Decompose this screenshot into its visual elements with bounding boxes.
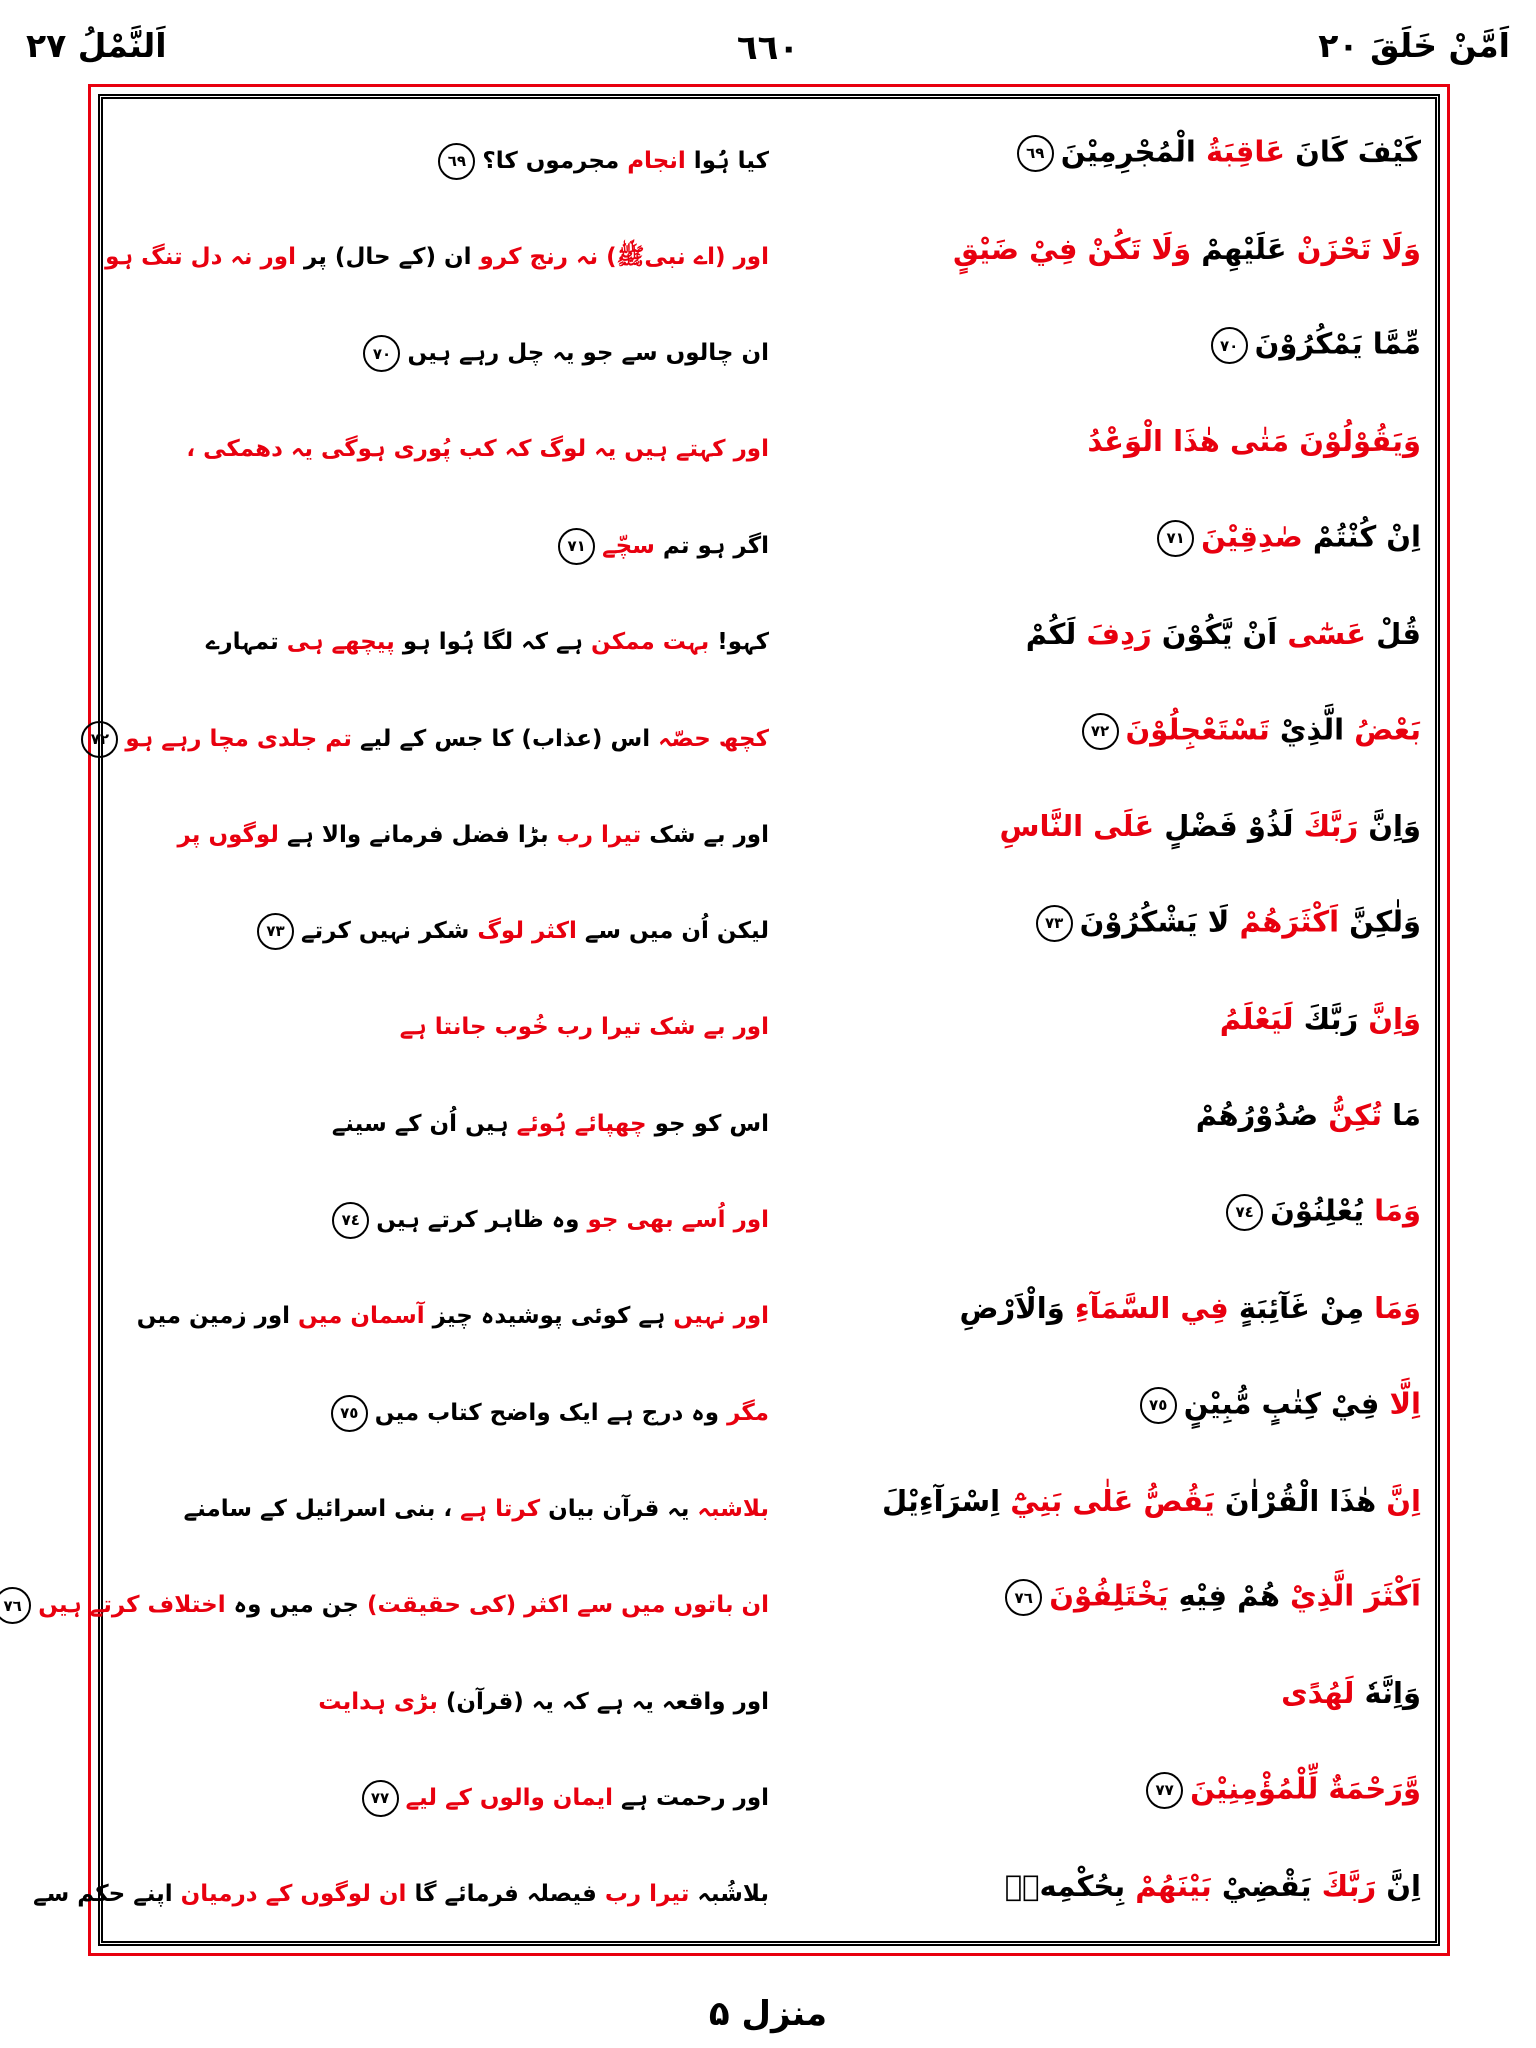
verse-row [117, 972, 1421, 1068]
ayah-number-marker: ٧٧ [1146, 1772, 1183, 1809]
arabic-segment: صُدُوْرُهُمْ [1195, 1098, 1319, 1133]
urdu-translation [33, 1866, 769, 1908]
arabic-segment: لَا يَشْكُرُوْنَ [1079, 904, 1230, 939]
verse-row [117, 1453, 1421, 1549]
urdu-translation [117, 1096, 769, 1137]
arabic-verse [769, 713, 1421, 750]
arabic-segment: قُلْ [1366, 616, 1421, 651]
urdu-translation [117, 1764, 769, 1817]
urdu-segment: مگر [719, 1399, 769, 1426]
ayah-number-marker: ٧٥ [1140, 1387, 1177, 1424]
arabic-segment: اِنَّ [1376, 1483, 1421, 1518]
juz-name: اَمَّنْ خَلَقَ ۲۰ [1318, 26, 1510, 65]
urdu-segment: ہے کوئی پوشیدہ چیز [424, 1303, 666, 1330]
arabic-segment: وَلَا تَحْزَنْ [1286, 231, 1421, 266]
arabic-segment: صٰدِقِيْنَ [1201, 519, 1303, 554]
urdu-translation [117, 614, 769, 655]
arabic-segment: الَّذِيْ [1269, 712, 1345, 747]
surah-name: اَلنَّمْلُ ۲۷ [26, 26, 167, 65]
urdu-segment: اور اُسے بھی جو [579, 1207, 769, 1234]
urdu-segment: بہت ممکن [583, 629, 710, 656]
arabic-segment: فِيْ كِتٰبٍ مُّبِيْنٍ [1183, 1386, 1380, 1421]
arabic-segment: مِنْ غَآئِبَةٍ [1228, 1290, 1365, 1325]
arabic-verse [769, 520, 1421, 557]
arabic-segment: رَبَّكَ [1293, 809, 1359, 844]
arabic-verse [769, 1868, 1421, 1903]
urdu-segment: ہیں اُن کے سینے [331, 1110, 509, 1137]
urdu-translation [90, 705, 769, 758]
arabic-segment: وَلَا تَكُنْ فِيْ ضَيْقٍ [953, 231, 1192, 266]
arabic-segment: وَاِنَّ [1358, 809, 1421, 844]
ayah-number-marker: ٧٥ [331, 1395, 368, 1432]
urdu-segment: فیصلہ فرمائے گا [406, 1881, 597, 1908]
verse-row [117, 1357, 1421, 1453]
urdu-segment: بڑی ہدایت [318, 1688, 438, 1715]
arabic-segment: تُكِنُّ [1318, 1098, 1383, 1133]
page-border-black [3, 94, 1440, 1946]
ayah-number-marker: ٦٩ [1017, 135, 1054, 172]
urdu-segment: اختلاف کرتے ہیں [38, 1592, 226, 1619]
arabic-segment: يُعْلِنُوْنَ [1270, 1193, 1365, 1228]
urdu-segment: لیکن اُن میں سے [576, 918, 769, 945]
arabic-verse [769, 231, 1421, 266]
ayah-number-marker: ٦٩ [438, 143, 475, 180]
urdu-segment: کہو! [709, 629, 769, 656]
arabic-segment: عَسٰٓى [1277, 616, 1367, 651]
arabic-segment: يَخْتَلِفُوْنَ [1049, 1578, 1169, 1613]
urdu-segment: بلاشبہ [689, 1495, 769, 1522]
arabic-segment: يَقُصُّ عَلٰى بَنِيْٓ [1000, 1483, 1215, 1518]
arabic-verse [769, 1290, 1421, 1325]
arabic-segment: وَاِنَّ [1358, 1002, 1421, 1037]
arabic-segment: وَيَقُوْلُوْنَ مَتٰى هٰذَا الْوَعْدُ [1087, 424, 1421, 459]
urdu-segment: تیرا رب [548, 821, 642, 848]
arabic-segment: عَلَى النَّاسِ [999, 809, 1155, 844]
verse-row [117, 298, 1421, 394]
urdu-segment: اور زمین میں [136, 1303, 291, 1330]
urdu-segment: پیچھے ہی [278, 629, 395, 656]
verse-row [33, 1839, 1421, 1935]
ayah-number-marker: ٧٤ [1226, 1194, 1263, 1231]
urdu-segment: اور کہتے ہیں یہ لوگ کہ کب پُوری ہوگی یہ دھمکی ، [186, 436, 769, 463]
arabic-segment: تَسْتَعْجِلُوْنَ [1125, 712, 1270, 747]
arabic-verse [769, 1100, 1421, 1132]
arabic-verse [769, 1772, 1421, 1809]
arabic-segment: عَاقِبَةُ [1195, 134, 1286, 169]
arabic-segment: الْمُجْرِمِيْنَ [1060, 134, 1196, 169]
urdu-segment: اور واقعہ یہ ہے کہ یہ (قرآن) [437, 1688, 769, 1715]
verse-row [117, 587, 1421, 683]
verse-row [117, 394, 1421, 490]
page-number: ٦٦٠ [736, 28, 800, 68]
ayah-number-marker: ٧٣ [257, 913, 294, 950]
arabic-segment: هُمْ فِيْهِ [1168, 1578, 1280, 1613]
arabic-segment: كَيْفَ كَانَ [1285, 134, 1421, 169]
urdu-segment: آسمان میں [290, 1303, 425, 1330]
urdu-segment: اور بے شک [641, 821, 769, 848]
urdu-segment: چھپائے ہُوئے [508, 1110, 647, 1137]
arabic-segment: اَكْثَرَهُمْ [1229, 904, 1340, 939]
arabic-segment: اِسْرَآءِيْلَ [882, 1483, 1001, 1518]
urdu-segment: کیا ہُوا [685, 147, 769, 174]
page-header [26, 8, 1510, 80]
urdu-segment: اور نہ دل تنگ ہو [105, 243, 296, 270]
urdu-segment: انجام [627, 147, 686, 174]
urdu-segment: یہ قرآن بیان [540, 1495, 690, 1522]
urdu-translation [105, 229, 769, 270]
arabic-verse [769, 1579, 1421, 1616]
urdu-segment: وہ درج ہے ایک واضح کتاب میں [374, 1399, 720, 1426]
verse-row [117, 1261, 1421, 1357]
verse-row [105, 201, 1421, 297]
urdu-segment: ان باتوں میں سے اکثر (کی حقیقت) [359, 1592, 769, 1619]
arabic-verse [769, 1387, 1421, 1424]
arabic-segment: لَكُمْ [1025, 616, 1077, 651]
urdu-segment: تیرا رب [596, 1881, 690, 1908]
arabic-segment: لَيَعْلَمُ [1219, 1002, 1294, 1037]
verse-row [90, 683, 1421, 779]
urdu-translation [117, 512, 769, 565]
urdu-segment: ایمان والوں کے لیے [405, 1784, 614, 1811]
arabic-segment: فِي السَّمَآءِ [1064, 1290, 1229, 1325]
urdu-segment: ، بنی اسرائیل کے سامنے [183, 1495, 453, 1522]
urdu-segment: ان (کے حال) پر [295, 243, 472, 270]
arabic-segment: وَاِنَّهٗ [1354, 1676, 1421, 1711]
urdu-segment: ان چالوں سے جو یہ چل رہے ہیں [407, 340, 769, 367]
ayah-number-marker: ٧٢ [1082, 713, 1119, 750]
verse-row [117, 105, 1421, 201]
urdu-translation [117, 807, 769, 848]
urdu-segment: بڑا فضل فرمانے والا ہے [278, 821, 549, 848]
arabic-segment: وَمَا [1364, 1193, 1421, 1228]
urdu-segment: جن میں وہ [225, 1592, 359, 1619]
arabic-verse [769, 905, 1421, 942]
arabic-segment: وَمَا [1364, 1290, 1421, 1325]
arabic-segment: وَّرَحْمَةٌ لِّلْمُؤْمِنِيْنَ [1190, 1771, 1421, 1806]
ayah-number-marker: ٧٦ [1005, 1579, 1042, 1616]
arabic-segment: لَذُوْ فَضْلٍ [1154, 809, 1294, 844]
urdu-segment: تم جلدی مچا رہے ہو [125, 725, 352, 752]
arabic-segment: بَيْنَهُمْ [1125, 1868, 1212, 1903]
verse-row [117, 1164, 1421, 1260]
ayah-number-marker: ٧٧ [362, 1780, 399, 1817]
arabic-segment: مِّمَّا يَمْكُرُوْنَ [1254, 326, 1421, 361]
urdu-translation [3, 1571, 769, 1624]
urdu-segment: لوگوں پر [177, 821, 279, 848]
verses-container [3, 105, 1421, 1935]
arabic-verse [769, 1483, 1421, 1518]
arabic-verse [769, 426, 1421, 458]
arabic-segment: اَنْ يَّكُوْنَ [1151, 616, 1278, 651]
arabic-verse [769, 327, 1421, 364]
arabic-verse [769, 811, 1421, 843]
verse-row [117, 779, 1421, 875]
urdu-translation [117, 1481, 769, 1522]
urdu-translation [117, 897, 769, 950]
urdu-segment: اور بے شک تیرا رب خُوب جانتا ہے [399, 1014, 769, 1041]
verse-row [3, 1550, 1421, 1646]
verse-row [117, 876, 1421, 972]
arabic-segment: لَهُدًى [1281, 1676, 1355, 1711]
arabic-verse [769, 135, 1421, 172]
arabic-segment: بَعْضُ [1344, 712, 1421, 747]
verse-row [117, 1646, 1421, 1742]
urdu-translation [117, 1379, 769, 1432]
urdu-segment: شکر نہیں کرتے [301, 918, 470, 945]
verse-row [117, 1742, 1421, 1838]
urdu-segment: کچھ حصّہ [650, 725, 769, 752]
urdu-segment: اور نہیں [665, 1303, 769, 1330]
arabic-segment: اِنَّ [1376, 1868, 1421, 1903]
urdu-segment: مجرموں کا؟ [482, 147, 628, 174]
verse-row [117, 1068, 1421, 1164]
urdu-translation [117, 999, 769, 1040]
ayah-number-marker: ٧٢ [81, 721, 118, 758]
arabic-segment: وَلٰكِنَّ [1339, 904, 1421, 939]
urdu-translation [117, 127, 769, 180]
urdu-segment: ہے کہ لگا ہُوا ہو [394, 629, 583, 656]
arabic-segment: رَبَّكَ [1311, 1868, 1377, 1903]
arabic-verse [769, 1678, 1421, 1710]
ayah-number-marker: ٧٠ [1211, 327, 1248, 364]
urdu-segment: تمہارے [205, 629, 279, 656]
urdu-segment: سچّے [602, 532, 655, 559]
urdu-segment: بلاشُبہ [689, 1881, 769, 1908]
urdu-segment: اپنے حکم سے [33, 1881, 173, 1908]
urdu-translation [117, 1186, 769, 1239]
arabic-segment: اَكْثَرَ الَّذِيْ [1279, 1578, 1421, 1613]
arabic-segment: بِحُكْمِهٖۚ [1004, 1868, 1126, 1903]
arabic-segment: رَدِفَ [1076, 616, 1152, 651]
ayah-number-marker: ٧١ [558, 528, 595, 565]
ayah-number-marker: ٧١ [1157, 520, 1194, 557]
ayah-number-marker: ٧٠ [363, 335, 400, 372]
ayah-number-marker: ٧٦ [0, 1587, 31, 1624]
urdu-segment: اس کو جو [646, 1110, 769, 1137]
arabic-verse [769, 1194, 1421, 1231]
urdu-segment: اکثر لوگ [469, 918, 577, 945]
urdu-segment: وہ ظاہر کرتے ہیں [376, 1207, 580, 1234]
arabic-segment: يَقْضِيْ [1211, 1868, 1312, 1903]
ayah-number-marker: ٧٤ [332, 1202, 369, 1239]
urdu-segment: ان لوگوں کے درمیان [172, 1881, 407, 1908]
arabic-segment: وَالْاَرْضِ [959, 1290, 1065, 1325]
urdu-segment: اور (اے نبیﷺ) نہ رنج کرو [471, 243, 769, 270]
urdu-segment: اگر ہو تم [654, 532, 769, 559]
urdu-translation [117, 1674, 769, 1715]
ayah-number-marker: ٧٣ [1036, 905, 1073, 942]
urdu-translation [117, 1288, 769, 1329]
arabic-segment: اِلَّا [1379, 1386, 1421, 1421]
urdu-translation [117, 319, 769, 372]
arabic-verse [769, 1004, 1421, 1036]
manzil-label: منزل ۵ [708, 1994, 828, 2034]
urdu-segment: اور رحمت ہے [613, 1784, 769, 1811]
arabic-segment: رَبَّكَ [1293, 1002, 1359, 1037]
urdu-segment: اس (عذاب) کا جس کے لیے [351, 725, 651, 752]
arabic-verse [769, 616, 1421, 651]
urdu-translation [117, 421, 769, 462]
arabic-segment: اِنْ كُنْتُمْ [1302, 519, 1421, 554]
arabic-segment: هٰذَا الْقُرْاٰنَ [1214, 1483, 1377, 1518]
urdu-segment: کرتا ہے [452, 1495, 541, 1522]
arabic-segment: مَا [1382, 1098, 1421, 1133]
page-border-red [3, 84, 1450, 1956]
arabic-segment: عَلَيْهِمْ [1191, 231, 1287, 266]
verse-row [117, 490, 1421, 586]
